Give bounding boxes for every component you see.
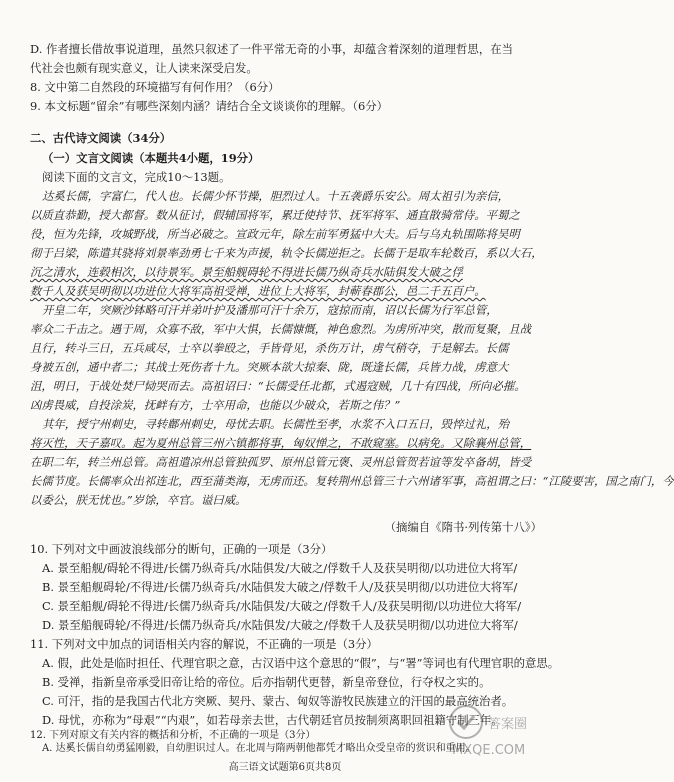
option-11d: D. 母忧，亦称为“母艰”“内艰”，如若母亲去世，古代朝廷官员按制须离职回祖籍守制三年。 (42, 713, 503, 727)
option-10d: D. 景至船舰碍轮/不得进/长儒乃纵奇兵/水陆俱发/大破之/俘数千人及获吴明彻/以功进位大将军/ (42, 618, 518, 632)
passage-line: 以委公，朕无忧也。”岁馀，卒官。谥曰威。 (30, 493, 247, 507)
watermark-line2: MXQE.COM (452, 743, 526, 758)
question-12: 12. 下列对原文有关内容的概括和分析，不正确的一项是（3分） (30, 730, 316, 741)
page-footer: 高三语文试题第6页共8页 (228, 762, 342, 773)
source-citation: （摘编自《隋书·列传第十八》） (384, 520, 542, 534)
passage-line: 役，恒为先锋，攻城野战，所当必破之。宣政元年，除左前军勇猛中大夫。后与乌丸轨围陈将吴明 (30, 227, 520, 241)
watermark-circle (450, 706, 482, 738)
text-line: 代社会也颇有现实意义，让人读来深受启发。 (30, 61, 258, 75)
watermark-check-icon (458, 716, 474, 728)
passage-line-wavy: 数千人及获吴明彻以功进位大将军高祖受禅，进位上大将军，封蕲春郡公，邑二千五百户。 (30, 284, 486, 298)
question-8: 8. 文中第二自然段的环境描写有何作用？（6分） (30, 80, 280, 94)
watermark-logo (444, 700, 564, 762)
passage-line: 彻于吕梁，陈遣其骁将刘景率劲勇七千来为声援，轨令长儒逆拒之。长儒于是取车轮数百，系以大石， (30, 246, 543, 260)
question-9: 9. 本文标题“留余”有哪些深刻内涵？请结合全文谈谈你的理解。（6分） (30, 99, 389, 113)
passage-line-wavy: 沉之清水，连毂相次，以待景军。景至船舰碍轮不得进长儒乃纵奇兵水陆俱发大破之俘 (30, 265, 463, 279)
passage-line: 率众二千击之。遇于周，众寡不敌，军中大惧，长儒慷慨，神色愈烈。为虏所冲突，散而复聚，且战 (30, 322, 532, 336)
question-11: 11. 下列对文中加点的词语相关内容的解说，不正确的一项是（3分） (30, 637, 378, 651)
option-11a: A. 假，此处是临时担任、代理官职之意，古汉语中这个意思的“假”，与“署”等词也有代理官职的意思。 (42, 656, 560, 670)
option-10b: B. 景至船舰碍轮/不得进/长儒乃纵奇兵/水陆俱发大破之/俘数千人/及获吴明彻/以功进位大将军/ (42, 580, 518, 594)
passage-line: 且行，转斗三日，五兵咸尽，士卒以拳殴之，手皆骨见，杀伤万计，虏气稍夺，于是解去。长儒 (30, 341, 509, 355)
passage-line: 达奚长儒，字富仁，代人也。长儒少怀节操，胆烈过人。十五袭爵乐安公。周太祖引为亲信， (42, 189, 510, 203)
instruction: 阅读下面的文言文，完成10～13题。 (42, 170, 231, 184)
section-heading: 二、古代诗文阅读（34分） (30, 131, 172, 145)
passage-line: 沮，明日，于战处焚尸恸哭而去。高祖诏曰：“长儒受任北都，式遏寇贼，几十有四战，所向必摧。 (30, 379, 526, 393)
option-11c: C. 可汗，指的是我国古代北方突厥、契丹、蒙古、匈奴等游牧民族建立的汗国的最高统治者。 (42, 694, 514, 708)
passage-line: 凶虏畏威，自投涂炭，抚衅有方，士卒用命，也能以少破众，若斯之伟？” (30, 398, 401, 412)
subsection-heading: （一）文言文阅读（本题共4小题，19分） (42, 151, 260, 165)
text-line: D. 作者擅长借故事说道理，虽然只叙述了一件平常无奇的小事，却蕴含着深刻的道理哲思，在当 (30, 42, 513, 56)
question-10: 10. 下列对文中画波浪线部分的断句，正确的一项是（3分） (30, 542, 333, 556)
passage-line: 身被五创，通中者二；其战士死伤者十九。突厥本欲大掠秦、陇，既逢长儒，兵皆力战，虏意大 (30, 360, 509, 374)
option-12a: A. 达奚长儒自幼勇猛刚毅，自幼胆识过人。在北周与隋两朝他都凭才略出众受皇帝的赏识和重用。 (42, 743, 476, 754)
passage-line: 以质直恭勤，授大都督。数从征讨，假辅国将军，累迁使持节、抚军将军、通直散骑常侍。平蜀之 (30, 208, 520, 222)
watermark-line1: 答案圈 (488, 717, 528, 732)
option-11b: B. 受禅，指新皇帝承受旧帝让给的帝位。后亦指朝代更替，新皇帝登位，行夺权之实的。 (42, 675, 491, 689)
passage-line: 其年，授宁州刺史，寻转鄜州刺史，母忧去职。长儒性至孝，水浆不入口五日，毁悴过礼，殆 (42, 417, 510, 431)
passage-line: 在职二年，转兰州总管。高祖遣凉州总管独孤罗、原州总管元褒、灵州总管贺若谊等发卒备胡，皆受 (30, 455, 532, 469)
option-10c: C. 景至船舰/碍轮不得进/长儒乃纵奇兵/水陆俱发/大破之/俘数千人/及获吴明彻/以功进位大将军/ (42, 599, 522, 613)
passage-line: 开皇二年，突厥沙钵略可汗并弟叶护及潘那可汗十余万，寇掠而南，诏以长儒为行军总管， (42, 303, 498, 317)
option-10a: A. 景至船舰/碍轮不得进/长儒乃纵奇兵/水陆俱发/大破之/俘数千人及获吴明彻/以功进位大将军/ (42, 561, 518, 575)
passage-line-underlined: 将灭性，天子嘉叹。起为夏州总管三州六镇都将事，匈奴惮之，不敢窥塞。以病免。又除襄州总管， (30, 436, 532, 450)
passage-line: 长儒节度。长儒率众出祁连北，西至蒲类海，无虏而还。复转荆州总管三十六州诸军事，高祖谓之曰：“江陵要害，国之南门，今 (30, 474, 674, 488)
